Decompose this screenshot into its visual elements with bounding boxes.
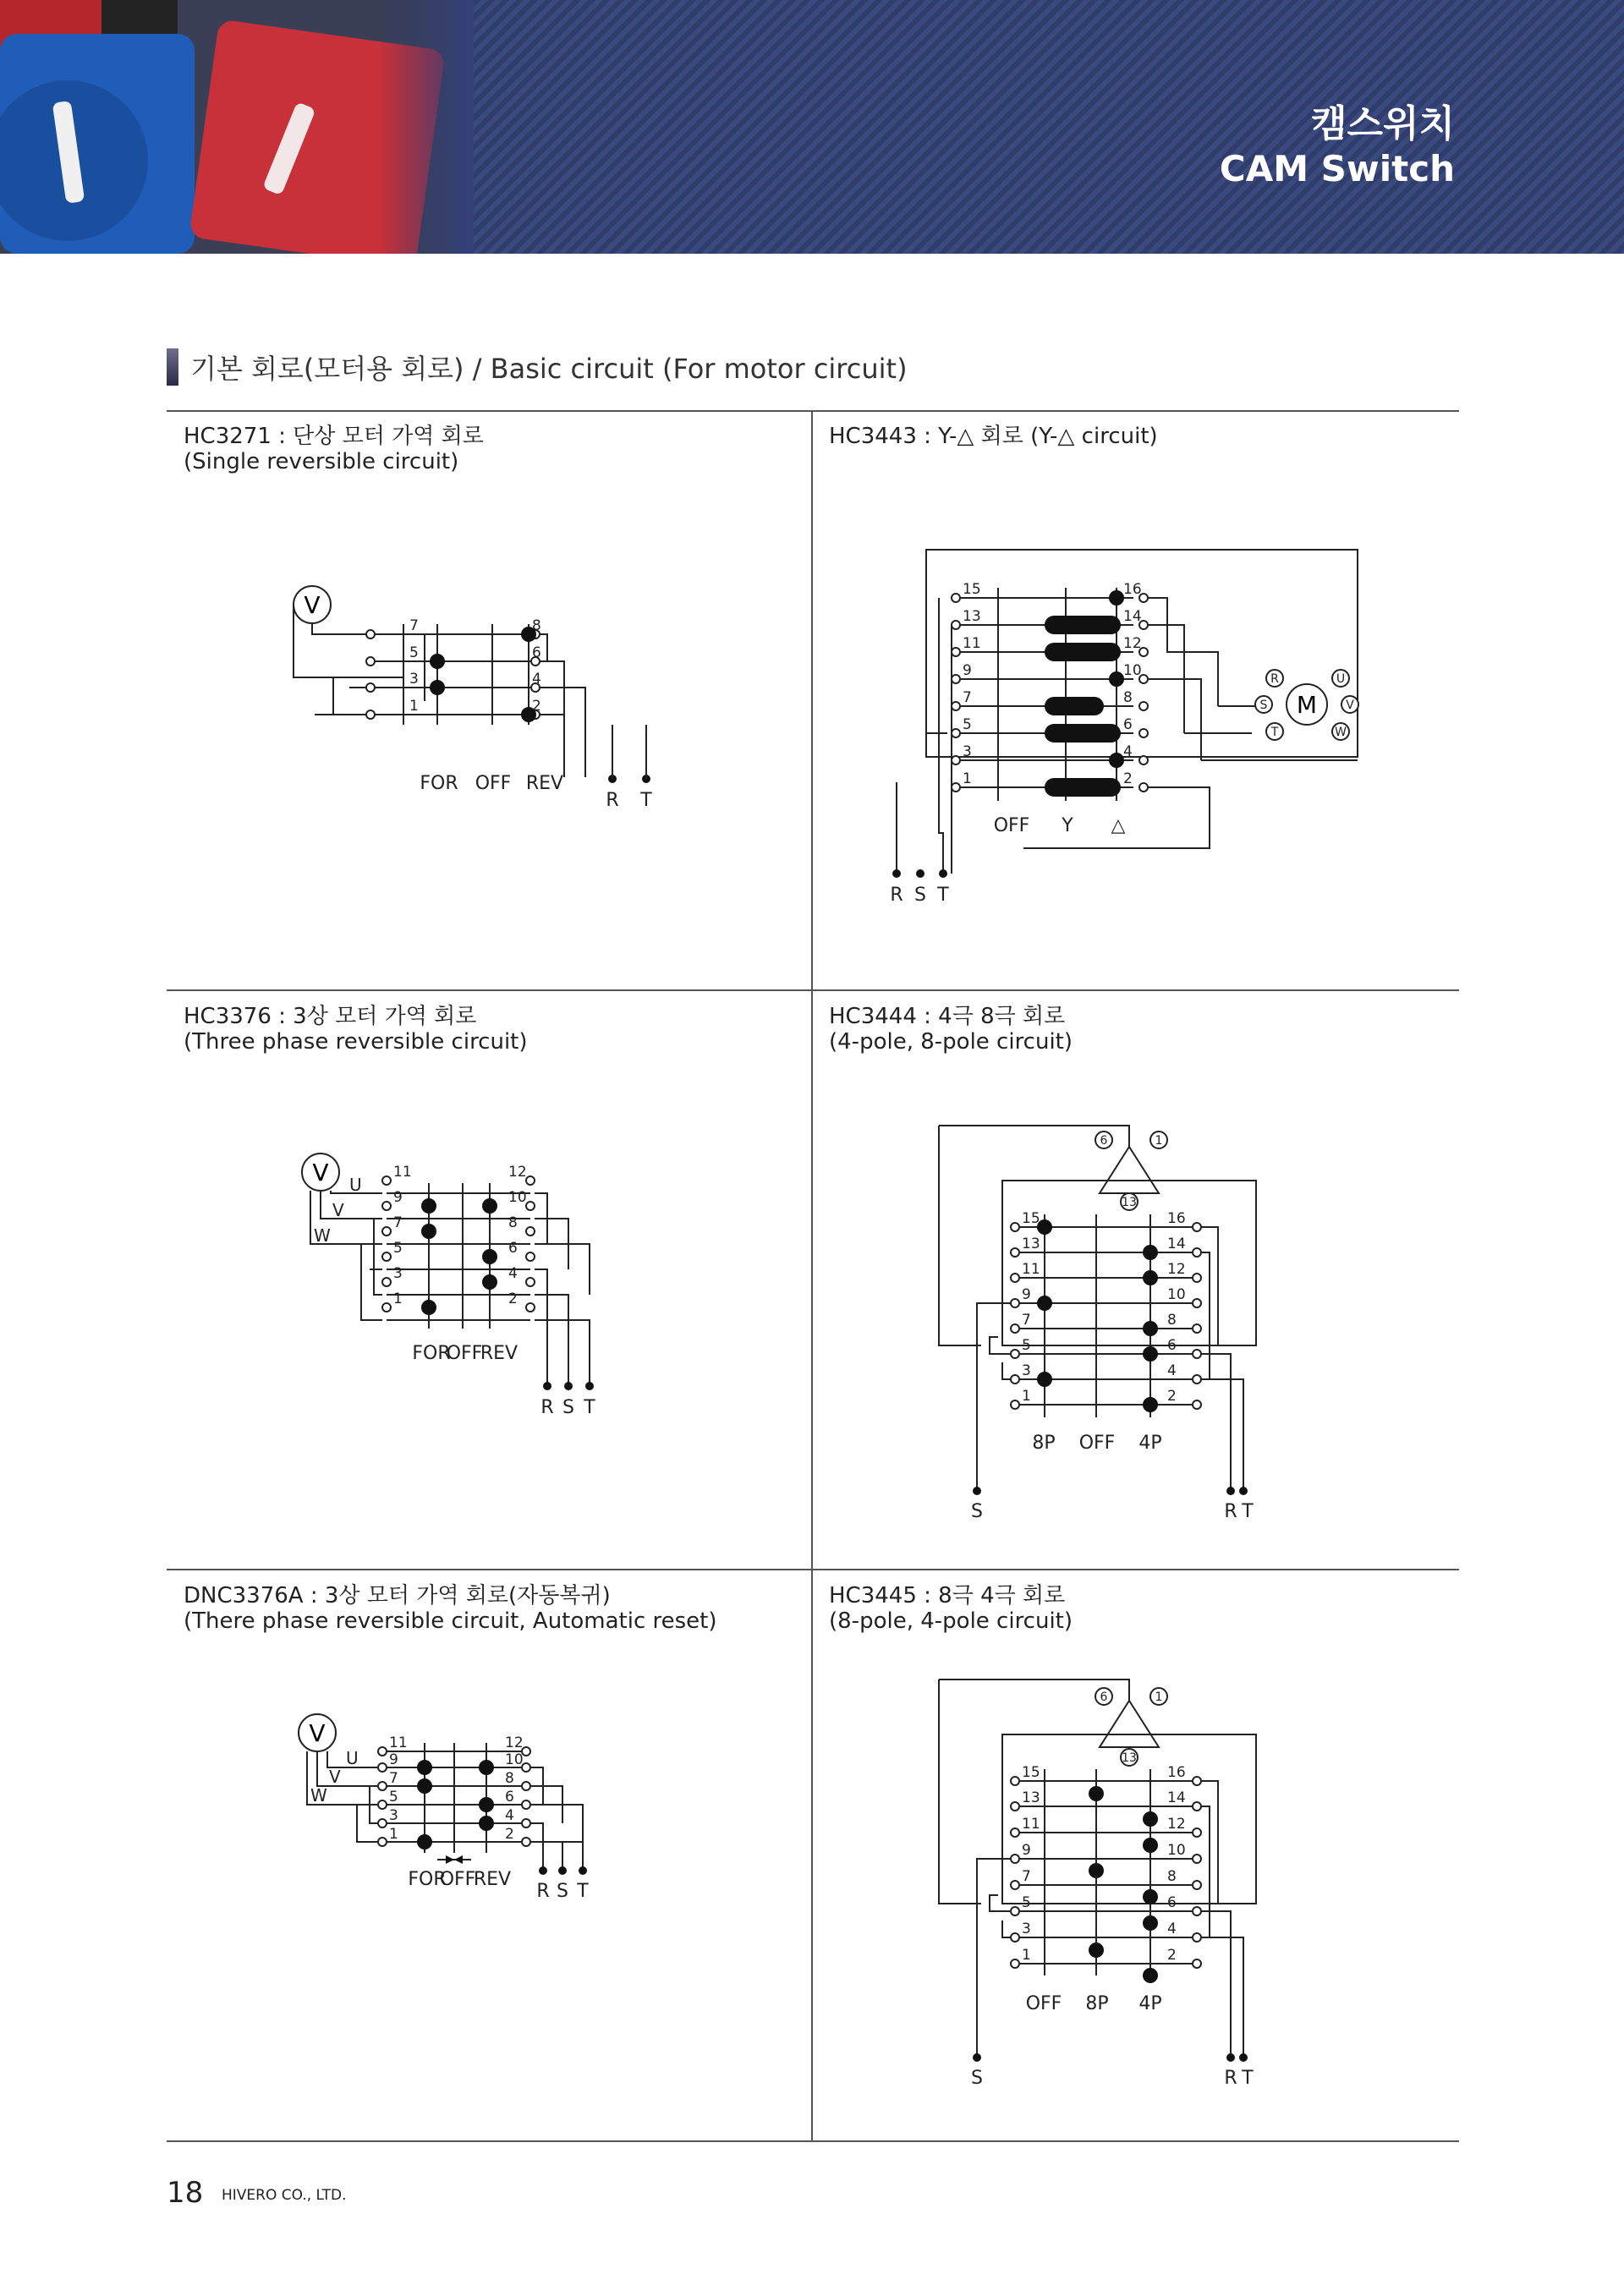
- svg-text:12: 12: [505, 1734, 524, 1751]
- svg-text:W: W: [1335, 726, 1347, 739]
- svg-text:T: T: [937, 885, 949, 906]
- svg-text:6: 6: [1100, 1690, 1108, 1704]
- section-heading: [167, 347, 908, 387]
- meter-symbol: [294, 586, 331, 623]
- svg-text:V: V: [329, 1767, 341, 1787]
- svg-text:9: 9: [389, 1751, 398, 1768]
- svg-text:13: 13: [1122, 1751, 1137, 1765]
- svg-text:8: 8: [505, 1770, 514, 1787]
- svg-text:4P: 4P: [1138, 1433, 1162, 1454]
- svg-text:11: 11: [389, 1734, 408, 1751]
- svg-text:1: 1: [389, 1826, 398, 1843]
- svg-text:7: 7: [393, 1214, 403, 1231]
- svg-text:OFF: OFF: [993, 815, 1030, 836]
- svg-text:8P: 8P: [1085, 1993, 1109, 2014]
- svg-text:8: 8: [532, 617, 541, 634]
- svg-text:2: 2: [1167, 1947, 1177, 1964]
- svg-text:9: 9: [393, 1189, 403, 1206]
- svg-text:V: V: [309, 1719, 326, 1747]
- svg-text:R: R: [1224, 2068, 1237, 2089]
- svg-text:T: T: [584, 1397, 595, 1418]
- svg-text:3: 3: [1022, 1362, 1031, 1379]
- svg-text:9: 9: [1022, 1286, 1031, 1303]
- svg-text:T: T: [1242, 2068, 1254, 2089]
- meter-label: V: [304, 591, 321, 619]
- meter-symbol: [299, 1714, 336, 1751]
- svg-text:1: 1: [1155, 1134, 1163, 1148]
- svg-text:1: 1: [409, 698, 419, 715]
- svg-text:OFF: OFF: [475, 773, 512, 794]
- cell-hc3271: [167, 410, 811, 989]
- svg-text:Y: Y: [1062, 815, 1073, 836]
- svg-text:9: 9: [1022, 1842, 1031, 1859]
- cell-title: DNC3376A : 3상 모터 가역 회로(자동복귀): [184, 1583, 611, 1608]
- svg-text:S: S: [971, 2068, 983, 2089]
- cell-subtitle: (8-pole, 4-pole circuit): [829, 1608, 1073, 1634]
- svg-text:3: 3: [389, 1807, 398, 1824]
- section-marker: [167, 348, 178, 386]
- svg-text:R: R: [1224, 1501, 1237, 1522]
- hc3445-diagram: [812, 1570, 1457, 2149]
- svg-text:2: 2: [532, 698, 541, 715]
- svg-text:7: 7: [963, 689, 972, 706]
- contact-dots: [973, 1786, 1248, 2062]
- svg-text:S: S: [557, 1881, 568, 1902]
- meter-symbol: [302, 1153, 339, 1191]
- svg-text:15: 15: [963, 581, 981, 598]
- svg-text:U: U: [346, 1748, 359, 1768]
- svg-text:13: 13: [1022, 1789, 1040, 1806]
- svg-text:FOR: FOR: [408, 1869, 447, 1890]
- svg-text:12: 12: [1167, 1816, 1186, 1833]
- motor-terminals: [1095, 1688, 1167, 1766]
- svg-text:8P: 8P: [1032, 1433, 1056, 1454]
- circuit-grid: [167, 410, 1459, 2142]
- cell-title: HC3376 : 3상 모터 가역 회로: [184, 1004, 477, 1029]
- cell-hc3443: [812, 410, 1457, 989]
- svg-text:V: V: [332, 1200, 344, 1220]
- svg-text:14: 14: [1167, 1236, 1186, 1252]
- motor-winding: [939, 1126, 1256, 1345]
- header-banner: [0, 0, 1624, 254]
- svg-text:7: 7: [389, 1770, 398, 1787]
- svg-text:6: 6: [1123, 716, 1133, 733]
- cell-hc3376: [167, 990, 811, 1570]
- svg-text:1: 1: [963, 770, 972, 787]
- svg-text:6: 6: [1167, 1337, 1177, 1354]
- svg-text:U: U: [1336, 672, 1346, 686]
- svg-text:1: 1: [1022, 1947, 1031, 1964]
- cell-hc3444: [812, 990, 1457, 1570]
- svg-text:OFF: OFF: [1025, 1993, 1062, 2014]
- svg-text:10: 10: [1123, 662, 1142, 679]
- svg-text:S: S: [914, 885, 926, 906]
- section-title: 기본 회로(모터용 회로) / Basic circuit (For motor circuit): [190, 353, 908, 385]
- svg-text:R: R: [540, 1397, 554, 1418]
- svg-text:REV: REV: [525, 773, 564, 794]
- cell-title: HC3443 : Y-△ 회로 (Y-△ circuit): [829, 424, 1158, 449]
- svg-text:6: 6: [1167, 1894, 1177, 1911]
- svg-text:7: 7: [1022, 1312, 1031, 1329]
- svg-text:OFF: OFF: [1078, 1433, 1116, 1454]
- svg-text:6: 6: [508, 1240, 518, 1257]
- terminals: [366, 630, 540, 719]
- svg-text:S: S: [1259, 699, 1268, 712]
- motor-symbol: [1255, 670, 1358, 740]
- svg-text:7: 7: [409, 617, 419, 634]
- svg-text:2: 2: [505, 1826, 514, 1843]
- svg-text:4: 4: [532, 671, 541, 688]
- cell-title: HC3444 : 4극 8극 회로: [829, 1004, 1066, 1029]
- svg-text:4: 4: [505, 1807, 514, 1824]
- svg-text:S: S: [562, 1397, 574, 1418]
- company-name: HIVERO CO., LTD.: [222, 2187, 347, 2204]
- hc3376-diagram: [167, 990, 811, 1570]
- svg-text:12: 12: [508, 1164, 527, 1181]
- svg-text:13: 13: [1122, 1196, 1137, 1209]
- svg-text:W: W: [314, 1225, 331, 1246]
- svg-text:6: 6: [1100, 1134, 1108, 1148]
- svg-text:11: 11: [393, 1164, 412, 1181]
- position-labels: [890, 815, 1125, 906]
- svg-text:R: R: [536, 1881, 550, 1902]
- cell-title: HC3445 : 8극 4극 회로: [829, 1583, 1066, 1608]
- svg-text:5: 5: [393, 1240, 403, 1257]
- hc3444-diagram: [812, 990, 1457, 1570]
- svg-text:3: 3: [1022, 1921, 1031, 1937]
- svg-text:REV: REV: [473, 1869, 512, 1890]
- svg-text:FOR: FOR: [412, 1343, 451, 1364]
- svg-text:M: M: [1296, 691, 1318, 719]
- svg-text:4P: 4P: [1138, 1993, 1162, 2014]
- cell-dnc3376a: [167, 1570, 811, 2149]
- svg-text:11: 11: [1022, 1816, 1040, 1833]
- cell-hc3445: [812, 1570, 1457, 2149]
- svg-text:U: U: [349, 1175, 362, 1195]
- svg-text:8: 8: [508, 1214, 518, 1231]
- svg-text:13: 13: [1022, 1236, 1040, 1252]
- svg-text:10: 10: [505, 1751, 524, 1768]
- product-photo: [0, 0, 474, 254]
- svg-text:W: W: [310, 1785, 327, 1806]
- svg-text:R: R: [606, 790, 619, 811]
- svg-text:14: 14: [1123, 608, 1142, 625]
- svg-text:T: T: [577, 1881, 589, 1902]
- svg-text:OFF: OFF: [446, 1343, 483, 1364]
- svg-text:5: 5: [409, 644, 419, 661]
- svg-text:T: T: [1270, 726, 1279, 739]
- svg-text:8: 8: [1167, 1868, 1177, 1885]
- svg-text:T: T: [1242, 1501, 1254, 1522]
- svg-text:5: 5: [1022, 1894, 1031, 1911]
- svg-text:10: 10: [508, 1189, 527, 1206]
- svg-text:△: △: [1111, 815, 1126, 836]
- svg-text:T: T: [640, 790, 652, 811]
- cell-subtitle: (4-pole, 8-pole circuit): [829, 1029, 1073, 1055]
- cell-title: HC3271 : 단상 모터 가역 회로: [184, 424, 484, 449]
- svg-text:2: 2: [1123, 770, 1133, 787]
- position-labels: [420, 773, 652, 811]
- svg-text:8: 8: [1123, 689, 1133, 706]
- svg-text:4: 4: [508, 1265, 518, 1282]
- svg-text:6: 6: [505, 1789, 514, 1806]
- svg-text:16: 16: [1123, 581, 1142, 598]
- svg-text:OFF: OFF: [439, 1869, 476, 1890]
- svg-text:10: 10: [1167, 1842, 1186, 1859]
- svg-text:4: 4: [1123, 743, 1133, 760]
- position-labels: [971, 1433, 1254, 1522]
- svg-text:4: 4: [1167, 1362, 1177, 1379]
- svg-text:R: R: [890, 885, 903, 906]
- svg-text:3: 3: [963, 743, 972, 760]
- svg-text:4: 4: [1167, 1921, 1177, 1937]
- hc3443-diagram: [812, 410, 1457, 989]
- return-arrows: [446, 1855, 463, 1864]
- svg-text:16: 16: [1167, 1210, 1186, 1227]
- svg-text:11: 11: [1022, 1261, 1040, 1278]
- svg-text:1: 1: [393, 1290, 403, 1307]
- svg-text:FOR: FOR: [420, 773, 458, 794]
- svg-text:15: 15: [1022, 1210, 1040, 1227]
- svg-text:8: 8: [1167, 1312, 1177, 1329]
- svg-text:5: 5: [963, 716, 972, 733]
- hc3271-diagram: [167, 410, 811, 989]
- svg-text:12: 12: [1167, 1261, 1186, 1278]
- contact-dots: [417, 1760, 587, 1875]
- svg-text:12: 12: [1123, 635, 1142, 652]
- svg-text:S: S: [971, 1501, 983, 1522]
- page-number: 18: [167, 2176, 204, 2210]
- svg-text:3: 3: [393, 1265, 403, 1282]
- svg-text:V: V: [1346, 699, 1354, 712]
- svg-text:2: 2: [1167, 1388, 1177, 1405]
- cell-subtitle: (Three phase reversible circuit): [184, 1029, 528, 1055]
- svg-text:6: 6: [532, 644, 541, 661]
- svg-text:V: V: [312, 1159, 329, 1186]
- svg-text:5: 5: [389, 1789, 398, 1806]
- svg-text:REV: REV: [480, 1343, 518, 1364]
- svg-text:1: 1: [1022, 1388, 1031, 1405]
- svg-text:R: R: [1270, 672, 1279, 686]
- svg-text:5: 5: [1022, 1337, 1031, 1354]
- svg-text:3: 3: [409, 671, 419, 688]
- banner-title-english: CAM Switch: [1219, 148, 1455, 189]
- position-labels: [971, 1993, 1254, 2089]
- svg-text:1: 1: [1155, 1690, 1163, 1704]
- svg-text:9: 9: [963, 662, 972, 679]
- cell-subtitle: (There phase reversible circuit, Automatic reset): [184, 1608, 717, 1634]
- svg-text:2: 2: [508, 1290, 518, 1307]
- line-leads: [612, 725, 646, 779]
- svg-text:14: 14: [1167, 1789, 1186, 1806]
- svg-text:15: 15: [1022, 1764, 1040, 1781]
- svg-text:16: 16: [1167, 1764, 1186, 1781]
- terminal-labels: [393, 1164, 527, 1307]
- svg-text:11: 11: [963, 635, 981, 652]
- dnc3376a-diagram: [167, 1570, 811, 2149]
- banner-title-korean: 캠스위치: [1310, 102, 1455, 145]
- cell-subtitle: (Single reversible circuit): [184, 449, 459, 474]
- svg-text:13: 13: [963, 608, 981, 625]
- svg-text:10: 10: [1167, 1286, 1186, 1303]
- svg-text:7: 7: [1022, 1868, 1031, 1885]
- motor-terminals: [1095, 1132, 1167, 1210]
